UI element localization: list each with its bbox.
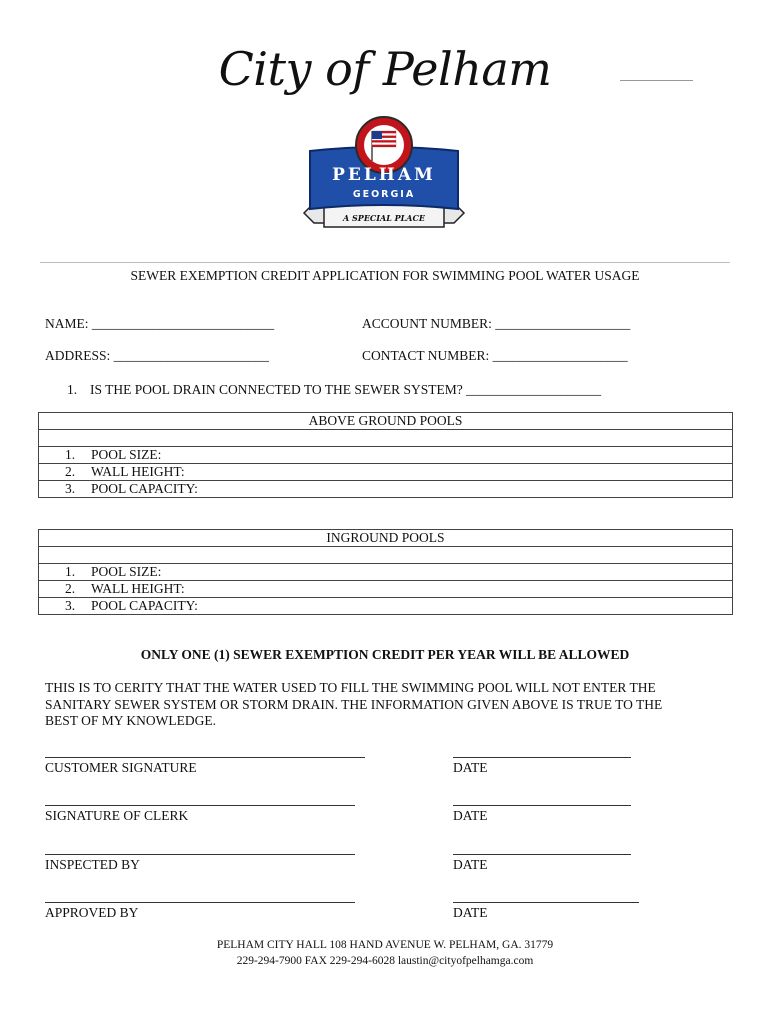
- pelham-logo: [300, 115, 468, 231]
- clerk-date-line[interactable]: [453, 805, 631, 806]
- customer-signature-line[interactable]: [45, 757, 365, 758]
- inspected-date-line[interactable]: [453, 854, 631, 855]
- customer-date-line[interactable]: [453, 757, 631, 758]
- clerk-signature-label: SIGNATURE OF CLERK: [45, 808, 189, 823]
- date-label: DATE: [453, 905, 488, 920]
- table-row[interactable]: 3. POOL CAPACITY:: [65, 598, 198, 613]
- logo-top-text: PELHAM: [332, 165, 436, 185]
- date-label: DATE: [453, 808, 488, 823]
- customer-signature-label: CUSTOMER SIGNATURE: [45, 760, 197, 775]
- address-field[interactable]: ADDRESS: _______________________: [45, 348, 269, 363]
- logo-middle-text: GEORGIA: [352, 189, 416, 200]
- footer-address: PELHAM CITY HALL 108 HAND AVENUE W. PELHAM, GA. 31779: [216, 939, 554, 951]
- inspected-by-line[interactable]: [45, 854, 355, 855]
- table-row[interactable]: 3. POOL CAPACITY:: [65, 481, 198, 496]
- contact-number-field[interactable]: CONTACT NUMBER: ____________________: [362, 348, 628, 363]
- header-rule: [620, 80, 693, 81]
- exemption-notice: ONLY ONE (1) SEWER EXEMPTION CREDIT PER YEAR WILL BE ALLOWED: [140, 647, 630, 662]
- clerk-signature-line[interactable]: [45, 805, 355, 806]
- date-label: DATE: [453, 760, 488, 775]
- date-label: DATE: [453, 857, 488, 872]
- footer-contact: 229-294-7900 FAX 229-294-6028 laustin@cityofpelhamga.com: [236, 955, 534, 967]
- table-row[interactable]: 1. POOL SIZE:: [39, 564, 732, 581]
- table-heading: INGROUND POOLS: [39, 530, 732, 547]
- approved-by-line[interactable]: [45, 902, 355, 903]
- table-heading: ABOVE GROUND POOLS: [39, 413, 732, 430]
- form-title: SEWER EXEMPTION CREDIT APPLICATION FOR SWIMMING POOL WATER USAGE: [130, 268, 640, 283]
- city-title: City of Pelham: [218, 42, 552, 96]
- above-ground-table: [38, 412, 733, 498]
- name-field[interactable]: NAME: ___________________________: [45, 316, 275, 331]
- table-row[interactable]: 2. WALL HEIGHT:: [39, 581, 732, 598]
- question-1-number: 1.: [67, 382, 78, 397]
- account-number-field[interactable]: ACCOUNT NUMBER: ____________________: [362, 316, 631, 331]
- approved-date-line[interactable]: [453, 902, 639, 903]
- logo-ribbon-text: A SPECIAL PLACE: [343, 213, 425, 223]
- inspected-by-label: INSPECTED BY: [45, 857, 140, 872]
- question-1-drain[interactable]: IS THE POOL DRAIN CONNECTED TO THE SEWER SYSTEM? ____________________: [90, 382, 602, 397]
- table-row[interactable]: 1. POOL SIZE:: [39, 447, 732, 464]
- certification-text: THIS IS TO CERITY THAT THE WATER USED TO FILL THE SWIMMING POOL WILL NOT ENTER THE SANITARY SEWER SYSTEM OR STORM DRAIN. THE INFORMATION GIVEN ABOVE IS TRUE TO THE BEST OF MY KNOWLEDGE.: [45, 680, 663, 728]
- footer: [0, 937, 770, 969]
- table-spacer-row: [39, 430, 732, 447]
- title-rule: [40, 262, 730, 263]
- table-spacer-row: [39, 547, 732, 564]
- table-row[interactable]: 2. WALL HEIGHT:: [39, 464, 732, 481]
- inground-table: [38, 529, 733, 615]
- approved-by-label: APPROVED BY: [45, 905, 139, 920]
